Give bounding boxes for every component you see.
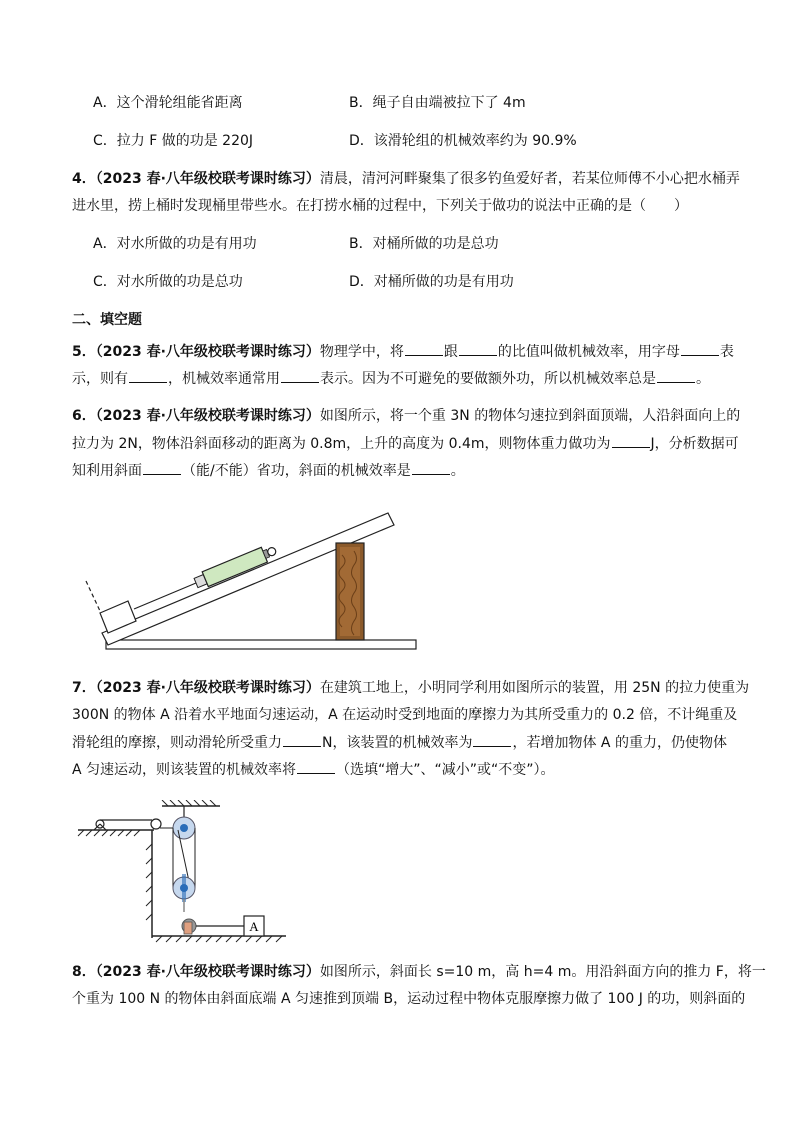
q4-line-2: 进水里，捞上桶时发现桶里带些水。在打捞水桶的过程中，下列关于做功的说法中正确的是（ ） [72,198,688,214]
q7-line-1: 7．（2023 春·八年级校联考课时练习）在建筑工地上，小明同学利用如图所示的装置，用 25N 的拉力使重为 [72,680,750,696]
q4-line-1: 4．（2023 春·八年级校联考课时练习）清晨，清河河畔聚集了很多钓鱼爱好者，若某位师傅不小心把水桶弄 [72,171,740,187]
q4-option-d: D．对桶所做的功是有用功 [349,274,514,290]
block-a-label: A [249,919,259,934]
q3-option-d: D．该滑轮组的机械效率约为 90.9% [349,133,577,149]
q5-line-1: 5．（2023 春·八年级校联考课时练习）物理学中，将 跟 的比值叫做机械效率，用字母 表 [72,341,734,362]
q3-option-b: B．绳子自由端被拉下了 4m [349,95,526,111]
q3-option-c: C．拉力 F 做的功是 220J [93,133,254,149]
q4-option-a: A．对水所做的功是有用功 [93,236,257,252]
q8-line-1: 8．（2023 春·八年级校联考课时练习）如图所示，斜面长 s=10 m，高 h=4 m。用沿斜面方向的推力 F，将一 [72,964,766,980]
q8-line-2: 个重为 100 N 的物体由斜面底端 A 匀速推到顶端 B，运动过程中物体克服摩擦力做了 100 J 的功，则斜面的 [72,991,746,1007]
q4-option-b: B．对桶所做的功是总功 [349,236,499,252]
q6-line-1: 6．（2023 春·八年级校联考课时练习）如图所示，将一个重 3N 的物体匀速拉到斜面顶端，人沿斜面向上的 [72,408,741,424]
q7-line-3: 滑轮组的摩擦，则动滑轮所受重力 N，该装置的机械效率为 ，若增加物体 A 的重力，仍使物体 [72,732,727,753]
q4-option-c: C．对水所做的功是总功 [93,274,243,290]
section-title: 二、填空题 [72,312,142,328]
q5-line-2: 示，则有 ，机械效率通常用 表示。因为不可避免的要做额外功，所以机械效率总是 。 [72,368,710,389]
q6-line-2: 拉力为 2N，物体沿斜面移动的距离为 0.8m，上升的高度为 0.4m，则物体重力做功为 J，分析数据可 [72,433,739,454]
q7-line-2: 300N 的物体 A 沿着水平地面匀速运动，A 在运动时受到地面的摩擦力为其所受重力的 0.2 倍，不计绳重及 [72,707,738,723]
q7-line-4: A 匀速运动，则该装置的机械效率将 （选填“增大”、“减小”或“不变”）。 [72,759,555,780]
q6-line-3: 知利用斜面 （能/不能）省功，斜面的机械效率是 。 [72,460,465,481]
incline-figure [78,505,423,653]
pulley-figure [72,800,294,945]
q3-option-a: A．这个滑轮组能省距离 [93,95,243,111]
